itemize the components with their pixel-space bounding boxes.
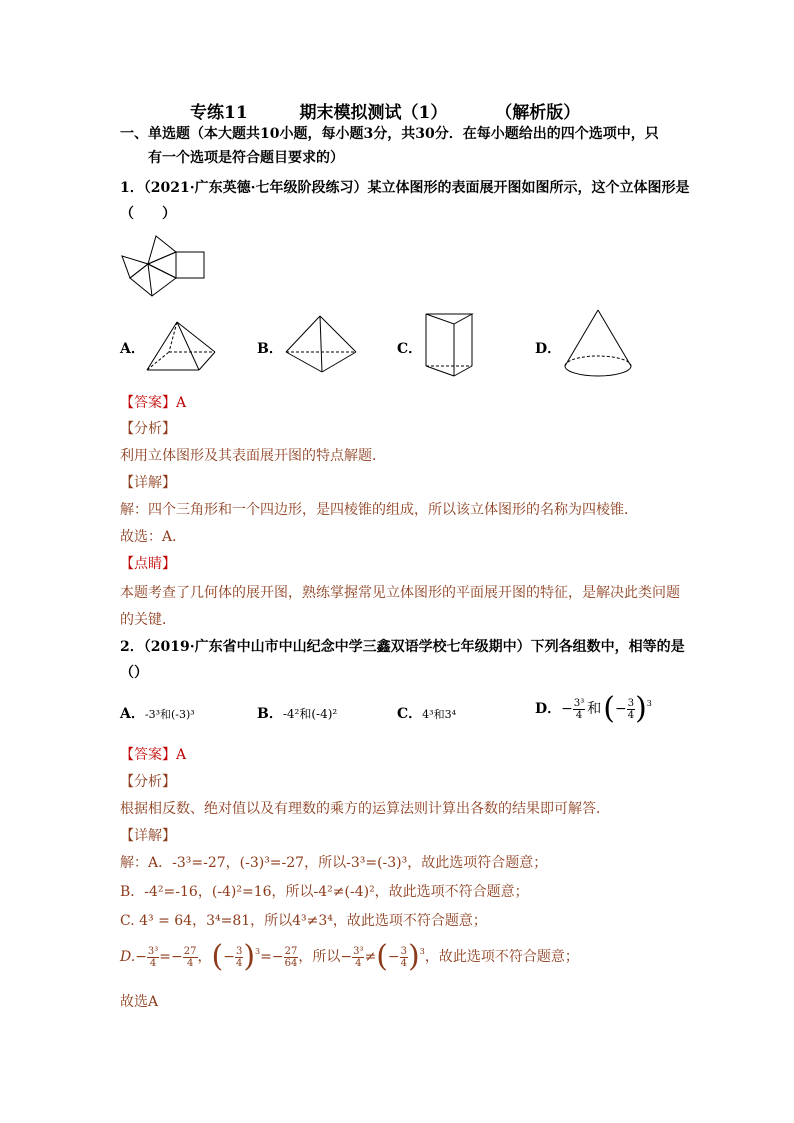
q2-choose: 故选A xyxy=(120,994,159,1010)
q2-option-b-expr: -4²和(-4)² xyxy=(282,707,338,721)
q1-comment-line1: 本题考查了几何体的展开图，熟练掌握常见立体图形的平面展开图的特征，是解决此类问题 xyxy=(120,585,680,601)
section-heading-2: 有一个选项是符合题目要求的） xyxy=(148,150,344,166)
q2-detail-line-d: D.− $\frac{\text{3³}}{4}$ =− $\frac{27}{4}$ ，(− $\frac{3}{4}$ )$^3$=− $\frac{27}{64}$ ，所以− $\frac{\text{3³}}{4}$ ≠(− $\frac{3}{4}$ )$^3$，故此选项不符合题意； xyxy=(120,939,579,974)
q1-answer: A xyxy=(176,395,187,411)
q1-option-b-label: B． xyxy=(257,341,283,357)
q2-option-c: C．4³和3⁴ xyxy=(397,706,456,722)
q2-detail-line-b: B．-4²=-16，(-4)²=16，所以-4²≠(-4)²，故此选项不符合题意； xyxy=(120,884,529,900)
q1-option-c-prism xyxy=(420,310,476,380)
q2-option-d: D．− $\frac{\text{3³}}{4}$ 和(− $\frac{3}{4}$ )$^3$ xyxy=(535,691,652,726)
q1-detail-tag: 【详解】 xyxy=(120,475,176,491)
title-part1: 专练11 xyxy=(190,103,248,123)
q1-comment-tag: 【点睛】 xyxy=(120,556,176,572)
q2-detail-line-a: 解：A．-3³=-27，(-3)³=-27，所以-3³=(-3)³，故此选项符合题意； xyxy=(120,855,548,871)
page-title xyxy=(190,98,580,123)
q2-detail-line-c: C. 4³ = 64，3⁴=81，所以4³≠3⁴，故此选项不符合题意； xyxy=(120,913,487,929)
q2-option-b: B．-4²和(-4)² xyxy=(257,706,338,722)
q1-analysis: 利用立体图形及其表面展开图的特点解题． xyxy=(120,448,386,464)
q1-answer-tag: 【答案】 xyxy=(120,395,176,411)
q1-choose: 故选：A． xyxy=(120,529,187,545)
q2-stem: 2．（2019·广东省中山市中山纪念中学三鑫双语学校七年级期中）下列各组数中，相等的是 xyxy=(120,639,685,655)
q1-option-d-label: D． xyxy=(535,341,562,357)
q1-stem: 1．（2021·广东英德·七年级阶段练习）某立体图形的表面展开图如图所示，这个立体图形是 xyxy=(120,180,690,196)
q1-option-b-tetrahedron xyxy=(282,312,360,376)
q2-answer-tag: 【答案】 xyxy=(120,747,176,763)
title-part3: （解析版） xyxy=(495,103,581,123)
q1-option-d-cone xyxy=(562,306,634,384)
q1-option-a-pyramid xyxy=(143,318,219,374)
q2-analysis-tag: 【分析】 xyxy=(120,774,176,790)
q1-option-c-label: C． xyxy=(397,341,423,357)
q1-analysis-tag: 【分析】 xyxy=(120,421,176,437)
section-heading-1: 一、单选题（本大题共10小题，每小题3分，共30分．在每小题给出的四个选项中，只 xyxy=(120,126,659,142)
q1-comment-line2: 的关键． xyxy=(120,612,176,628)
q2-option-c-expr: 4³和3⁴ xyxy=(422,708,456,721)
q2-option-a-expr: -3³和(-3)³ xyxy=(144,708,195,721)
q2-option-a: A．-3³和(-3)³ xyxy=(120,706,195,722)
q2-answer: A xyxy=(176,747,187,763)
q2-detail-tag: 【详解】 xyxy=(120,828,176,844)
q1-option-a-label: A． xyxy=(120,341,145,357)
q2-blank: （） xyxy=(120,665,148,681)
q2-analysis: 根据相反数、绝对值以及有理数的乘方的运算法则计算出各数的结果即可解答． xyxy=(120,801,610,817)
q1-net-figure xyxy=(118,232,210,300)
q1-detail: 解：四个三角形和一个四边形，是四棱锥的组成，所以该立体图形的名称为四棱锥． xyxy=(120,502,638,518)
q1-blank: （ ） xyxy=(120,206,176,222)
title-part2: 期末模拟测试（1） xyxy=(299,103,448,123)
